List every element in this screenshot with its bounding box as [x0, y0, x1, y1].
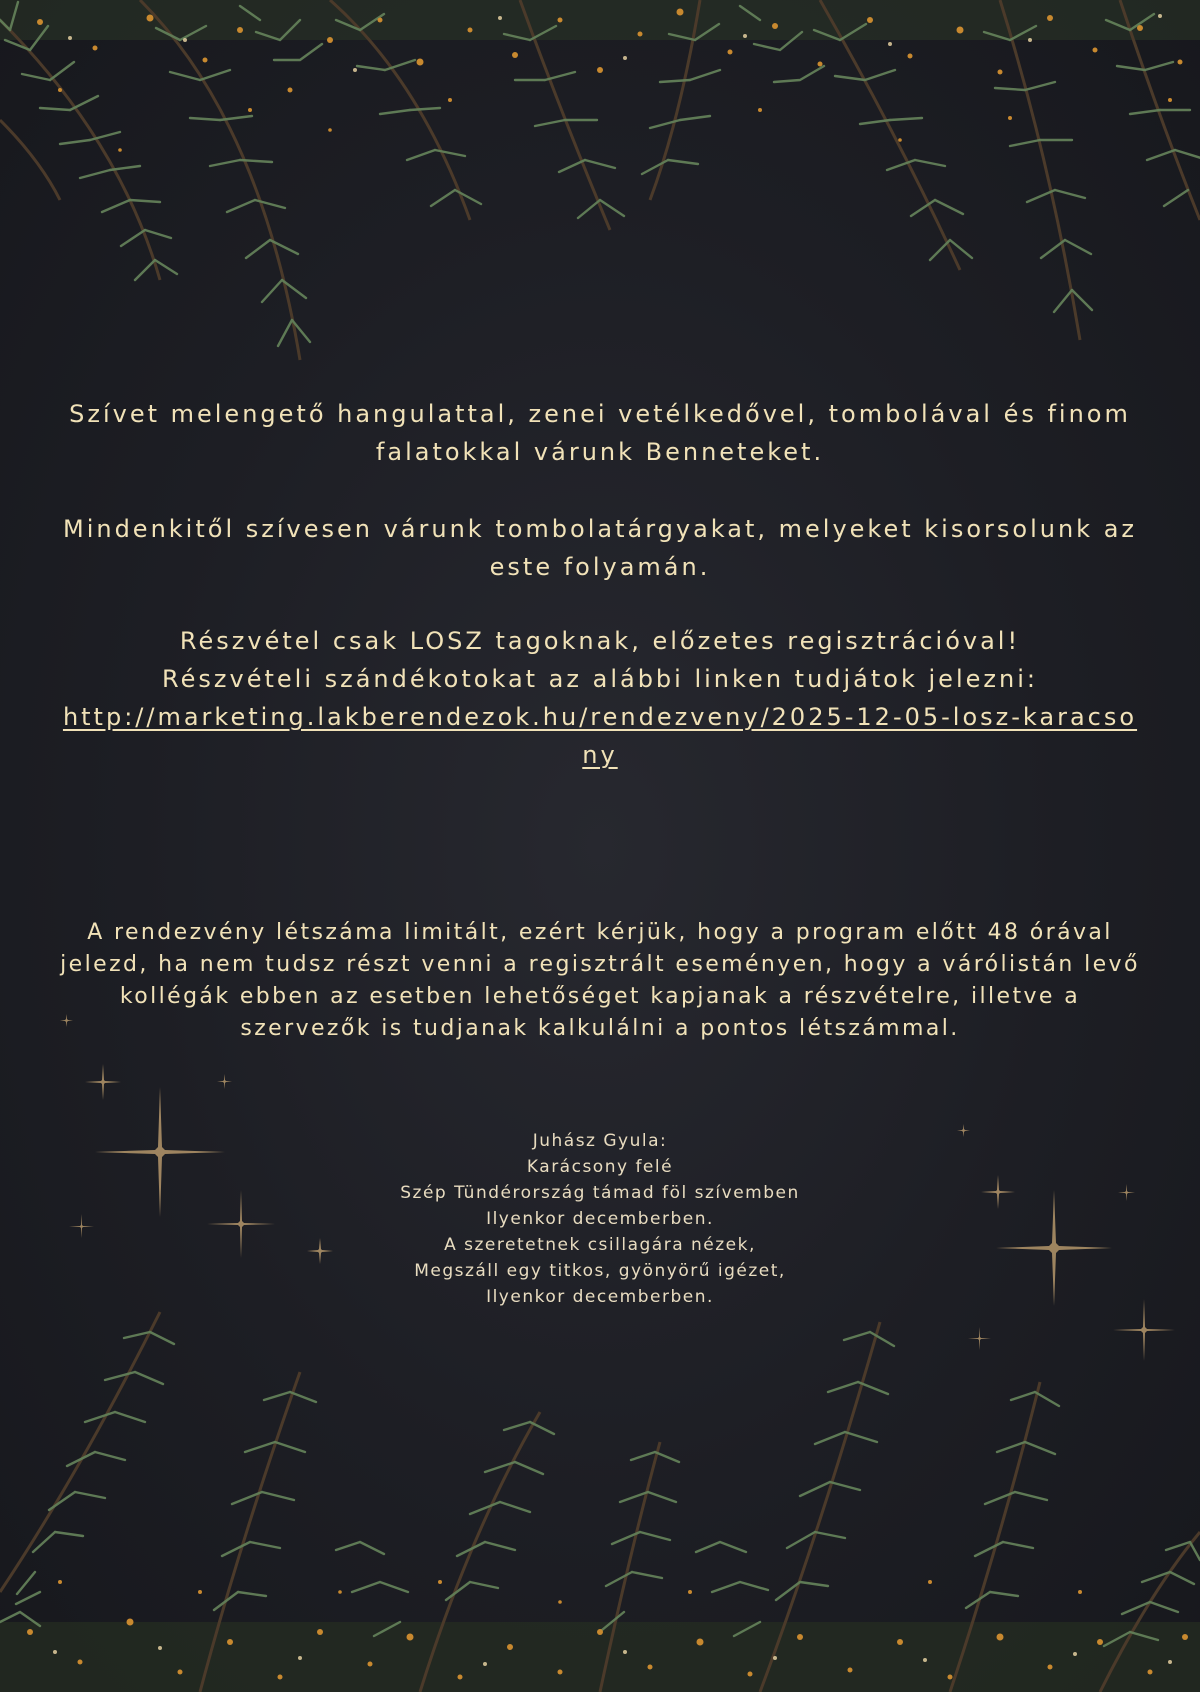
registration-paragraph — [40, 622, 1160, 774]
poem — [300, 1128, 900, 1310]
registration-notice: Részvétel csak LOSZ tagoknak, előzetes regisztrációval! — [179, 627, 1021, 655]
poem-author: Juhász Gyula: — [532, 1131, 668, 1151]
poem-title: Karácsony felé — [526, 1157, 674, 1177]
capacity-notice-paragraph: A rendezvény létszáma limitált, ezért kérjük, hogy a program előtt 48 órával jelezd, ha nem tudsz részt venni a regisztrált eseményen, hogy a várólistán levő kollégák ebben az esetben lehetőséget kapjanak a részvételre, illetve a szervezők is tudjanak kalkulálni a pontos létszámmal. — [60, 920, 1140, 1041]
sparkle-star-icon — [207, 1190, 275, 1258]
sparkle-star-icon — [69, 1214, 94, 1238]
poem-line: Ilyenkor decemberben. — [486, 1287, 714, 1307]
sparkle-star-icon — [1113, 1299, 1175, 1361]
poem-line: A szeretetnek csillagára nézek, — [444, 1235, 756, 1255]
intro-paragraph: Szívet melengető hangulattal, zenei vetélkedővel, tombolával és finom falatokkal várunk Benneteket. — [69, 400, 1131, 466]
raffle-paragraph: Mindenkitől szívesen várunk tombolatárgyakat, melyeket kisorsolunk az este folyamán. — [62, 515, 1137, 581]
sparkle-star-icon — [968, 1327, 991, 1350]
pine-garland-top-decoration — [0, 0, 1200, 400]
sparkle-star-icon — [95, 1087, 225, 1217]
sparkle-star-icon — [85, 1064, 121, 1100]
poem-line: Ilyenkor decemberben. — [486, 1209, 714, 1229]
sparkle-star-icon — [996, 1190, 1112, 1306]
sparkle-star-icon — [217, 1074, 232, 1089]
registration-link[interactable]: http://marketing.lakberendezok.hu/rendezveny/2025-12-05-losz-karacsony — [62, 703, 1138, 769]
sparkle-star-icon — [981, 1175, 1015, 1209]
sparkle-star-icon — [1118, 1184, 1135, 1201]
registration-instruction: Részvételi szándékotokat az alábbi linken tudjátok jelezni: — [162, 665, 1038, 693]
sparkle-star-icon — [957, 1124, 970, 1137]
pine-garland-bottom-decoration — [0, 1292, 1200, 1692]
poem-line: Szép Tündérország támad föl szívemben — [400, 1183, 800, 1203]
poem-line: Megszáll egy titkos, gyönyörű igézet, — [414, 1261, 786, 1281]
